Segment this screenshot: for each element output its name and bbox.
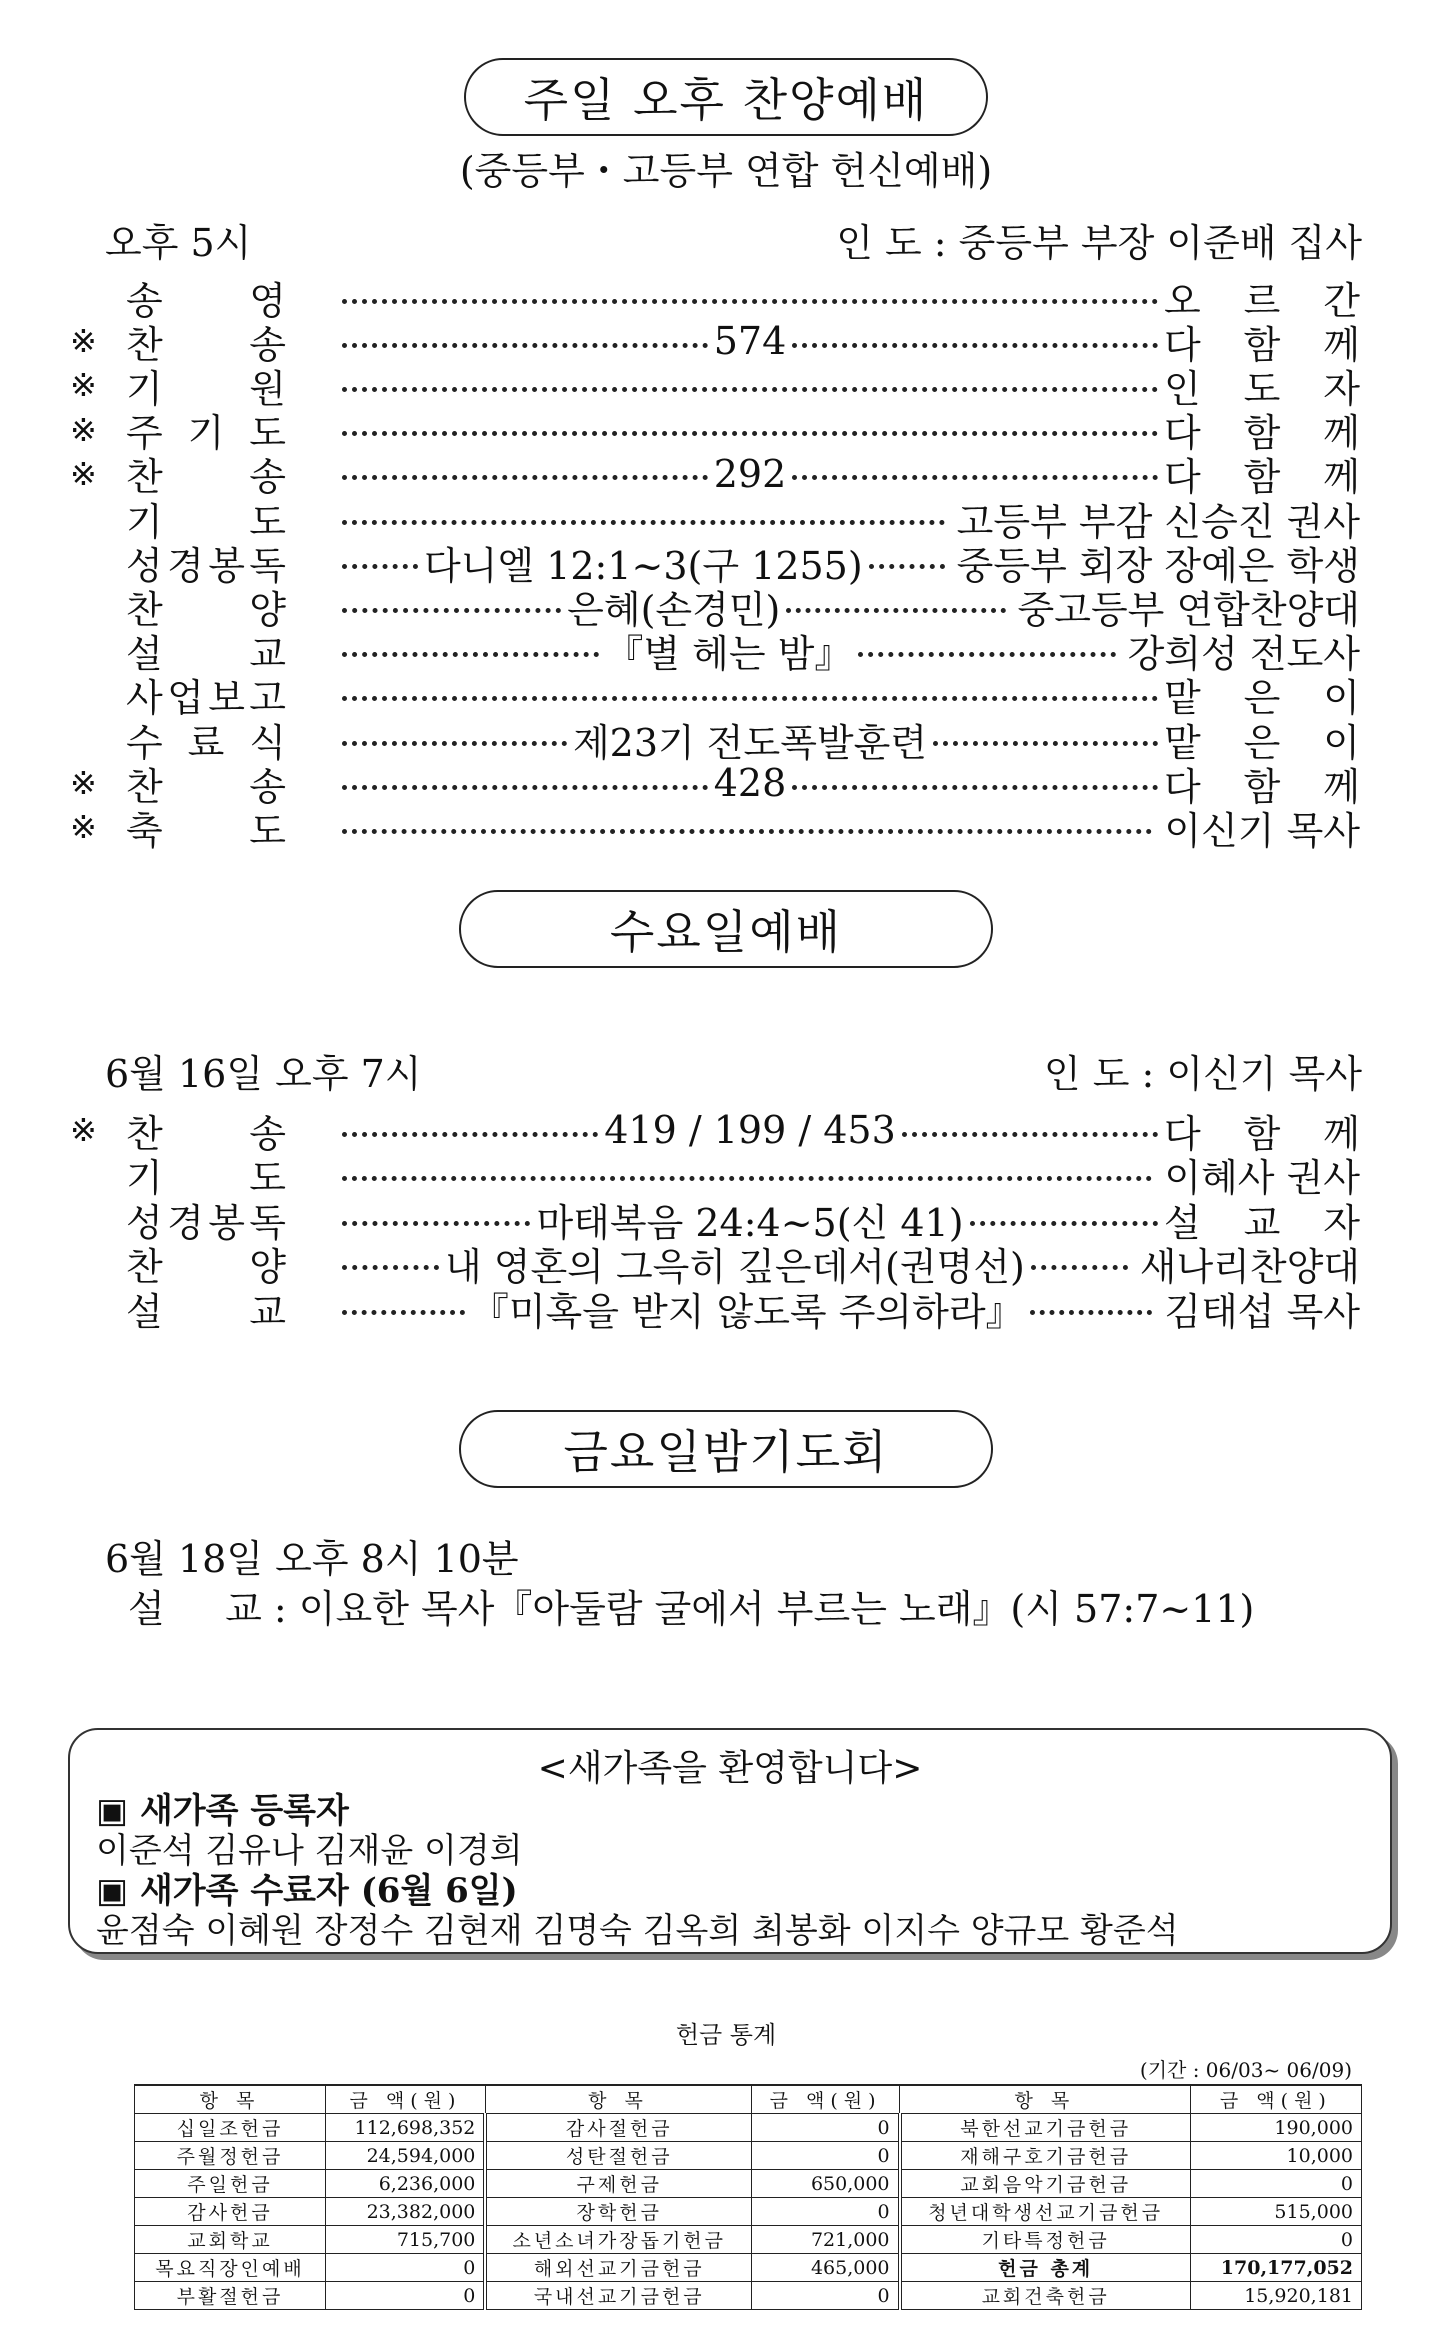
dot-line [342,520,945,525]
wednesday-row [70,1153,1360,1200]
wednesday-item-detail: 마태복음 24:4~5(신 41) [536,1200,964,1245]
person-char: 함 [1243,1111,1281,1156]
label-char: 사 [126,676,163,721]
wednesday-item-detail: 419 / 199 / 453 [604,1108,896,1152]
offering-amount-cell: 515,000 [1190,2198,1361,2226]
sunday-row [70,540,1360,588]
person-char: 다 [1164,322,1201,367]
label-char: 영 [249,278,286,323]
offering-amount-cell: 170,177,052 [1190,2254,1361,2282]
label-char: 성 [126,1200,163,1245]
label-char: 송 [126,278,163,323]
person-char: 자 [1323,366,1360,411]
label-char: 찬 [126,455,163,500]
offering-item-cell: 청년대학생선교기금헌금 [900,2198,1191,2226]
offering-item-cell: 기타특정헌금 [900,2226,1191,2254]
label-char: 도 [249,808,286,853]
offering-amount-cell: 0 [752,2282,900,2310]
dot-line [342,1265,439,1270]
sunday-row [70,805,1360,853]
offering-amount-cell: 190,000 [1190,2114,1361,2142]
label-char: 독 [249,543,286,588]
standing-mark: ※ [70,410,97,449]
dot-leader [336,1281,1158,1336]
person-char: 인 [1164,366,1201,411]
table-row [135,2254,1362,2282]
offering-amount-cell: 715,700 [326,2226,486,2254]
friday-time: 6월 18일 오후 8시 10분 [105,1537,519,1581]
wednesday-item-person: 김태섭 목사 [1164,1289,1360,1334]
dot-leader [336,452,1164,496]
dot-line [792,785,1158,790]
offering-amount-cell: 0 [752,2114,900,2142]
table-row [135,2142,1362,2170]
label-char: 찬 [126,587,163,632]
label-char: 수 [126,720,163,765]
offering-amount-cell: 0 [1190,2226,1361,2254]
person-char: 께 [1323,455,1360,500]
dot-line [858,652,1115,657]
dot-leader [336,825,1158,830]
dot-line [342,475,708,480]
label-char: 찬 [126,764,163,809]
dot-leader [336,427,1164,432]
label-char: 독 [249,1200,286,1245]
label-char: 송 [249,455,286,500]
offering-header-cell: 항 목 [135,2085,326,2114]
sunday-row [70,761,1360,809]
wednesday-info [105,1043,1362,1098]
offering-period: (기간 : 06/03~ 06/09) [1139,2058,1352,2082]
offering-item-cell: 교회건축헌금 [900,2282,1191,2310]
dot-leader [336,712,1164,767]
label-char: 고 [249,676,286,721]
label-char: 봉 [208,1200,245,1245]
label-char: 식 [249,720,286,765]
person-char: 함 [1243,411,1281,456]
offering-amount-cell: 0 [1190,2170,1361,2198]
label-char: 도 [249,1156,286,1200]
wednesday-leader: 인 도 : 이신기 목사 [1043,1052,1362,1096]
sunday-item-person: 중등부 회장 장예은 학생 [956,543,1360,588]
sunday-row [70,319,1360,367]
offering-amount-cell: 0 [752,2142,900,2170]
standing-mark: ※ [70,1111,97,1149]
label-char: 업 [167,676,204,721]
offering-title: 헌금 통계 [675,2021,777,2049]
sunday-item-detail: 574 [713,319,787,364]
wednesday-row [70,1242,1360,1289]
offering-item-cell: 교회음악기금헌금 [900,2170,1191,2198]
sunday-item-person: 고등부 부감 신승진 권사 [956,499,1360,544]
offering-item-cell: 주일헌금 [135,2170,326,2198]
offering-header-cell: 금 액(원) [1190,2085,1361,2114]
label-char: 송 [249,322,286,367]
dot-line [1030,1310,1153,1315]
person-char: 다 [1164,411,1201,456]
dot-line [342,564,418,569]
wednesday-row [70,1197,1360,1245]
offering-amount-cell: 0 [752,2198,900,2226]
dot-line [342,387,1158,392]
dot-line [342,1132,598,1137]
person-char: 은 [1243,720,1281,765]
person-char: 함 [1243,764,1281,809]
table-row [135,2114,1362,2142]
label-char: 기 [126,499,163,544]
dot-leader [336,1108,1164,1152]
sunday-leader: 인 도 : 중등부 부장 이준배 집사 [836,221,1362,265]
sunday-item-detail: 제23기 전도폭발훈련 [572,720,928,765]
label-char: 양 [249,587,286,632]
offering-item-cell: 목요직장인예배 [135,2254,326,2282]
offering-item-cell: 십일조헌금 [135,2114,326,2142]
label-char: 기 [126,1156,163,1200]
person-char: 오 [1164,278,1201,323]
dot-leader [336,761,1164,805]
offering-amount-cell: 23,382,000 [326,2198,486,2226]
table-row [135,2198,1362,2226]
person-char: 이 [1323,676,1360,721]
offering-item-cell: 소년소녀가장돕기헌금 [485,2226,751,2254]
sunday-info [105,212,1362,267]
label-char: 주 [126,411,163,456]
sunday-subtitle: (중등부・고등부 연합 헌신예배) [459,149,993,193]
dot-leader [336,623,1122,678]
dot-line [342,696,1158,701]
table-row [135,2226,1362,2254]
registered-heading: ▣ 새가족 등록자 [96,1791,349,1831]
offering-item-cell: 장학헌금 [485,2198,751,2226]
dot-line [1031,1265,1128,1270]
person-char: 께 [1323,411,1360,456]
label-char: 송 [249,1111,286,1156]
offering-amount-cell: 465,000 [752,2254,900,2282]
dot-line [342,343,708,348]
label-char: 기 [187,411,225,456]
offering-item-cell: 재해구호기금헌금 [900,2142,1191,2170]
sunday-item-person: 이신기 목사 [1164,808,1360,853]
wednesday-section-title: 수요일예배 [459,890,993,968]
wednesday-item-person: 새나리찬양대 [1139,1245,1360,1289]
offering-item-cell: 헌금 총계 [900,2254,1191,2282]
offering-item-cell: 구제헌금 [485,2170,751,2198]
person-char: 르 [1243,278,1281,323]
dot-leader [336,516,951,521]
dot-line [342,829,1152,834]
dot-line [342,431,1158,436]
dot-line [792,475,1158,480]
wednesday-row [70,1286,1360,1334]
sunday-section-title: 주일 오후 찬양예배 [464,58,988,136]
offering-amount-cell: 6,236,000 [326,2170,486,2198]
sunday-item-detail: 292 [713,451,787,496]
dot-line [786,608,1005,613]
sunday-row [70,629,1360,677]
sunday-item-person: 중고등부 연합찬양대 [1017,587,1360,632]
person-char: 맡 [1164,720,1201,765]
label-char: 찬 [126,1111,163,1156]
offering-amount-cell: 10,000 [1190,2142,1361,2170]
person-char: 맡 [1164,676,1201,721]
wednesday-item-detail: 『미혹을 받지 않도록 주의하라』 [470,1289,1024,1334]
offering-item-cell: 감사헌금 [135,2198,326,2226]
registered-names: 이준석 김유나 김재윤 이경희 [96,1831,523,1871]
offering-item-cell: 국내선교기금헌금 [485,2282,751,2310]
label-char: 보 [208,676,245,721]
dot-line [342,608,561,613]
person-char: 함 [1243,322,1281,367]
label-char: 도 [249,411,286,456]
offering-header-cell: 금 액(원) [752,2085,900,2114]
dot-line [869,564,945,569]
standing-mark: ※ [70,808,97,847]
dot-leader [336,383,1164,388]
completed-names: 윤점숙 이혜원 장정수 김현재 김명숙 김옥희 최봉화 이지수 양규모 황준석 [96,1911,1179,1951]
completed-heading: ▣ 새가족 수료자 (6월 6일) [96,1871,518,1911]
person-char: 께 [1323,1111,1360,1156]
label-char: 축 [126,808,163,853]
person-char: 다 [1164,1111,1201,1156]
friday-sermon: 설 교 : 이요한 목사『아둘람 굴에서 부르는 노래』(시 57:7~11) [128,1587,1255,1631]
sunday-row [70,451,1360,500]
dot-line [342,299,1158,304]
friday-section-title: 금요일밤기도회 [459,1410,993,1488]
dot-line [342,741,567,746]
label-char: 송 [249,764,286,809]
sunday-time: 오후 5시 [105,221,252,265]
wednesday-row [70,1108,1360,1156]
person-char: 도 [1243,366,1281,411]
label-char: 찬 [126,1245,163,1289]
standing-mark: ※ [70,764,97,803]
offering-item-cell: 교회학교 [135,2226,326,2254]
offering-amount-cell: 721,000 [752,2226,900,2254]
dot-line [792,343,1158,348]
dot-line [342,652,599,657]
offering-item-cell: 해외선교기금헌금 [485,2254,751,2282]
dot-line [970,1221,1158,1226]
sunday-row [70,275,1360,323]
offering-item-cell: 부활절헌금 [135,2282,326,2310]
label-char: 경 [167,543,204,588]
offering-header-cell: 금 액(원) [326,2085,486,2114]
dot-line [902,1132,1158,1137]
person-char: 자 [1323,1200,1360,1245]
person-char: 설 [1164,1200,1201,1245]
label-char: 교 [249,1289,286,1334]
label-char: 원 [249,366,286,411]
offering-header-cell: 항 목 [900,2085,1191,2114]
wednesday-item-detail: 내 영혼의 그윽히 깊은데서(권명선) [444,1245,1025,1289]
person-char: 다 [1164,455,1201,500]
offering-item-cell: 주월정헌금 [135,2142,326,2170]
person-char: 교 [1243,1200,1281,1245]
sunday-row [70,496,1360,544]
sunday-row [70,408,1360,456]
offering-amount-cell: 0 [326,2282,486,2310]
offering-header-cell: 항 목 [485,2085,751,2114]
standing-mark: ※ [70,454,97,493]
offering-amount-cell: 112,698,352 [326,2114,486,2142]
offering-item-cell: 북한선교기금헌금 [900,2114,1191,2142]
offering-item-cell: 성탄절헌금 [485,2142,751,2170]
dot-line [342,1221,530,1226]
label-char: 설 [126,632,163,677]
dot-leader [336,319,1164,363]
dot-line [342,1176,1152,1181]
welcome-title: <새가족을 환영합니다> [537,1748,923,1789]
sunday-row [70,673,1360,721]
dot-leader [336,295,1164,300]
dot-line [933,741,1158,746]
offering-amount-cell: 650,000 [752,2170,900,2198]
label-char: 도 [249,499,286,544]
person-char: 이 [1323,720,1360,765]
label-char: 료 [187,720,225,765]
standing-mark: ※ [70,366,97,405]
dot-line [342,1310,465,1315]
wednesday-item-label [126,1281,286,1336]
dot-leader [336,1172,1158,1177]
sunday-row [70,584,1360,632]
wednesday-time: 6월 16일 오후 7시 [105,1052,422,1096]
label-char: 기 [126,366,163,411]
offering-table [134,2084,1362,2310]
label-char: 경 [167,1200,204,1245]
welcome-box [68,1728,1392,1954]
sunday-item-detail: 다니엘 12:1~3(구 1255) [423,543,863,588]
label-char: 봉 [208,543,245,588]
sunday-item-detail: 428 [713,761,787,806]
sunday-row [70,363,1360,411]
wednesday-item-person: 이혜사 권사 [1164,1156,1360,1200]
person-char: 께 [1323,322,1360,367]
label-char: 설 [126,1289,163,1334]
offering-amount-cell: 24,594,000 [326,2142,486,2170]
label-char: 성 [126,543,163,588]
standing-mark: ※ [70,322,97,361]
sunday-row [70,717,1360,765]
label-char: 교 [249,632,286,677]
sunday-item-detail: 은혜(손경민) [567,587,781,632]
table-row [135,2282,1362,2310]
dot-line [342,785,708,790]
person-char: 은 [1243,676,1281,721]
sunday-item-person: 강희성 전도사 [1127,632,1360,677]
sunday-item-detail: 『별 헤는 밤』 [605,632,853,677]
person-char: 께 [1323,764,1360,809]
dot-leader [336,692,1164,697]
person-char: 간 [1323,278,1360,323]
offering-amount-cell: 0 [326,2254,486,2282]
person-char: 함 [1243,455,1281,500]
person-char: 다 [1164,764,1201,809]
table-row [135,2170,1362,2198]
offering-item-cell: 감사절헌금 [485,2114,751,2142]
sunday-item-label [126,800,286,855]
offering-amount-cell: 15,920,181 [1190,2282,1361,2310]
label-char: 양 [249,1245,286,1289]
label-char: 찬 [126,322,163,367]
